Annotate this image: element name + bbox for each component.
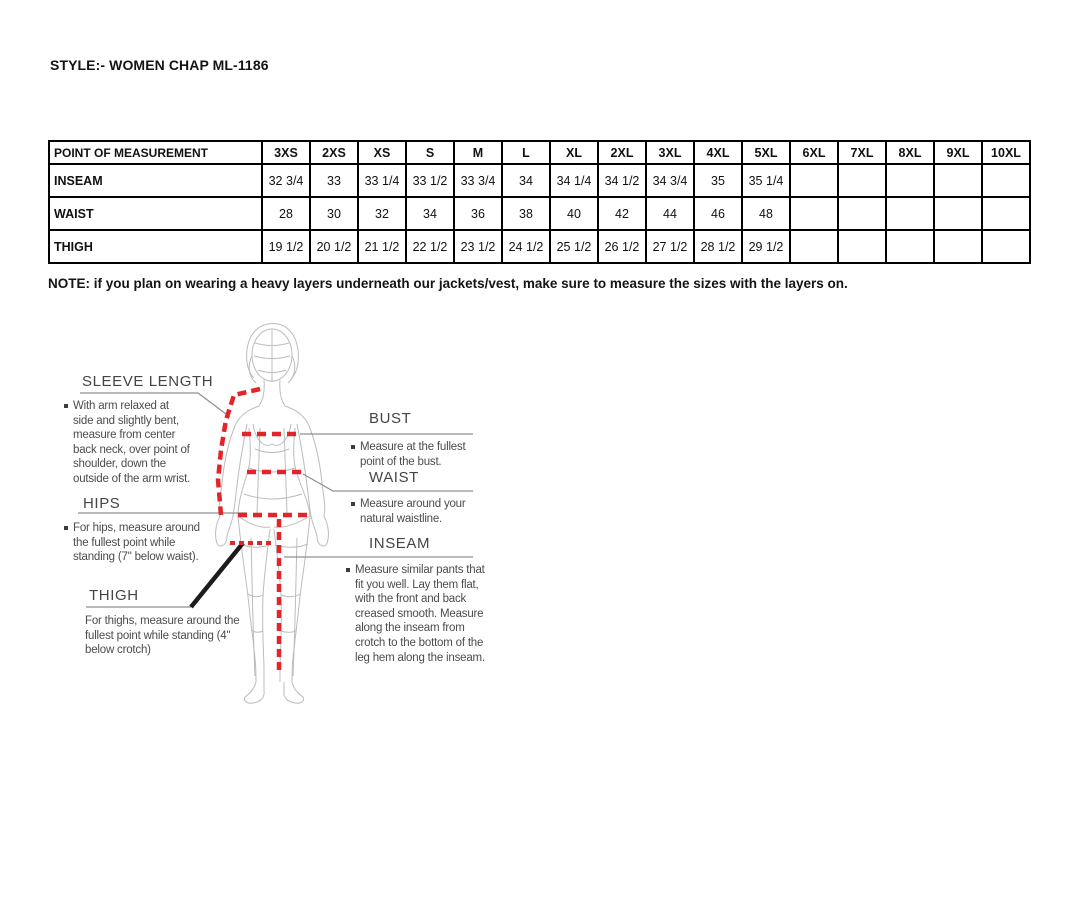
- col-header-size: L: [502, 141, 550, 164]
- bullet-icon: [64, 404, 68, 408]
- table-row: [49, 230, 1030, 263]
- size-value-cell: 23 1/2: [454, 230, 502, 263]
- size-value-cell: 32: [358, 197, 406, 230]
- col-header-size: XL: [550, 141, 598, 164]
- size-value-cell: 25 1/2: [550, 230, 598, 263]
- size-value-cell: [886, 164, 934, 197]
- size-value-cell: [838, 164, 886, 197]
- table-row: [49, 197, 1030, 230]
- col-header-size: 9XL: [934, 141, 982, 164]
- measurement-diagram: [55, 298, 515, 723]
- col-header-size: 5XL: [742, 141, 790, 164]
- sleeve-length-description: With arm relaxed at side and slightly bent, measure from center back neck, over point of shoulder, down the outside of the arm wrist.: [64, 399, 192, 487]
- col-header-size: 3XS: [262, 141, 310, 164]
- size-value-cell: 40: [550, 197, 598, 230]
- size-value-cell: [982, 164, 1030, 197]
- size-value-cell: 34: [502, 164, 550, 197]
- size-value-cell: [790, 164, 838, 197]
- size-value-cell: 34 1/4: [550, 164, 598, 197]
- size-value-cell: 34 1/2: [598, 164, 646, 197]
- waist-heading: WAIST: [369, 469, 419, 486]
- size-value-cell: [934, 164, 982, 197]
- table-row: [49, 164, 1030, 197]
- col-header-size: 3XL: [646, 141, 694, 164]
- bullet-icon: [351, 502, 355, 506]
- size-table: [48, 140, 1031, 264]
- col-header-size: 10XL: [982, 141, 1030, 164]
- size-value-cell: 34: [406, 197, 454, 230]
- row-label: THIGH: [49, 230, 262, 263]
- size-value-cell: 20 1/2: [310, 230, 358, 263]
- col-header-size: M: [454, 141, 502, 164]
- inseam-heading: INSEAM: [369, 535, 431, 552]
- size-value-cell: [838, 197, 886, 230]
- size-value-cell: 44: [646, 197, 694, 230]
- col-header-size: S: [406, 141, 454, 164]
- inseam-description: Measure similar pants that fit you well. Lay them flat, with the front and back creased smooth. Measure along the inseam from crotch to the bottom of the leg hem along the inseam.: [346, 563, 488, 665]
- bullet-icon: [351, 445, 355, 449]
- bust-heading: BUST: [369, 410, 412, 427]
- col-header-size: XS: [358, 141, 406, 164]
- row-label: WAIST: [49, 197, 262, 230]
- size-value-cell: 48: [742, 197, 790, 230]
- bullet-icon: [346, 568, 350, 572]
- size-value-cell: 21 1/2: [358, 230, 406, 263]
- size-value-cell: [982, 230, 1030, 263]
- row-label: INSEAM: [49, 164, 262, 197]
- size-value-cell: 35 1/4: [742, 164, 790, 197]
- size-value-cell: [886, 197, 934, 230]
- size-value-cell: 26 1/2: [598, 230, 646, 263]
- size-value-cell: 33 3/4: [454, 164, 502, 197]
- size-value-cell: 33 1/4: [358, 164, 406, 197]
- size-value-cell: 30: [310, 197, 358, 230]
- size-value-cell: 32 3/4: [262, 164, 310, 197]
- thigh-heading: THIGH: [89, 587, 139, 604]
- size-value-cell: [982, 197, 1030, 230]
- size-value-cell: 38: [502, 197, 550, 230]
- size-value-cell: [934, 197, 982, 230]
- size-value-cell: 33 1/2: [406, 164, 454, 197]
- size-value-cell: 28 1/2: [694, 230, 742, 263]
- table-header-row: [49, 141, 1030, 164]
- col-header-size: 6XL: [790, 141, 838, 164]
- note-text: NOTE: if you plan on wearing a heavy layers underneath our jackets/vest, make sure to measure the sizes with the layers on.: [48, 276, 848, 291]
- size-value-cell: 22 1/2: [406, 230, 454, 263]
- bust-description: Measure at the fullest point of the bust.: [351, 440, 477, 469]
- size-value-cell: [838, 230, 886, 263]
- hips-description: For hips, measure around the fullest point while standing (7" below waist).: [64, 521, 209, 565]
- col-header-measurement: POINT OF MEASUREMENT: [49, 141, 262, 164]
- col-header-size: 2XL: [598, 141, 646, 164]
- waist-description: Measure around your natural waistline.: [351, 497, 483, 526]
- size-value-cell: 46: [694, 197, 742, 230]
- size-value-cell: [934, 230, 982, 263]
- size-value-cell: 27 1/2: [646, 230, 694, 263]
- size-value-cell: 36: [454, 197, 502, 230]
- col-header-size: 8XL: [886, 141, 934, 164]
- size-value-cell: [790, 230, 838, 263]
- size-value-cell: 19 1/2: [262, 230, 310, 263]
- size-value-cell: 33: [310, 164, 358, 197]
- thigh-description: For thighs, measure around the fullest point while standing (4" below crotch): [85, 615, 240, 657]
- size-value-cell: 35: [694, 164, 742, 197]
- page-title: STYLE:- WOMEN CHAP ML-1186: [50, 57, 269, 73]
- size-value-cell: [790, 197, 838, 230]
- col-header-size: 4XL: [694, 141, 742, 164]
- size-value-cell: 42: [598, 197, 646, 230]
- size-value-cell: 24 1/2: [502, 230, 550, 263]
- hips-heading: HIPS: [83, 495, 121, 512]
- size-value-cell: [886, 230, 934, 263]
- col-header-size: 2XS: [310, 141, 358, 164]
- size-value-cell: 34 3/4: [646, 164, 694, 197]
- col-header-size: 7XL: [838, 141, 886, 164]
- size-value-cell: 29 1/2: [742, 230, 790, 263]
- bullet-icon: [64, 526, 68, 530]
- sleeve-length-heading: SLEEVE LENGTH: [82, 373, 214, 390]
- size-value-cell: 28: [262, 197, 310, 230]
